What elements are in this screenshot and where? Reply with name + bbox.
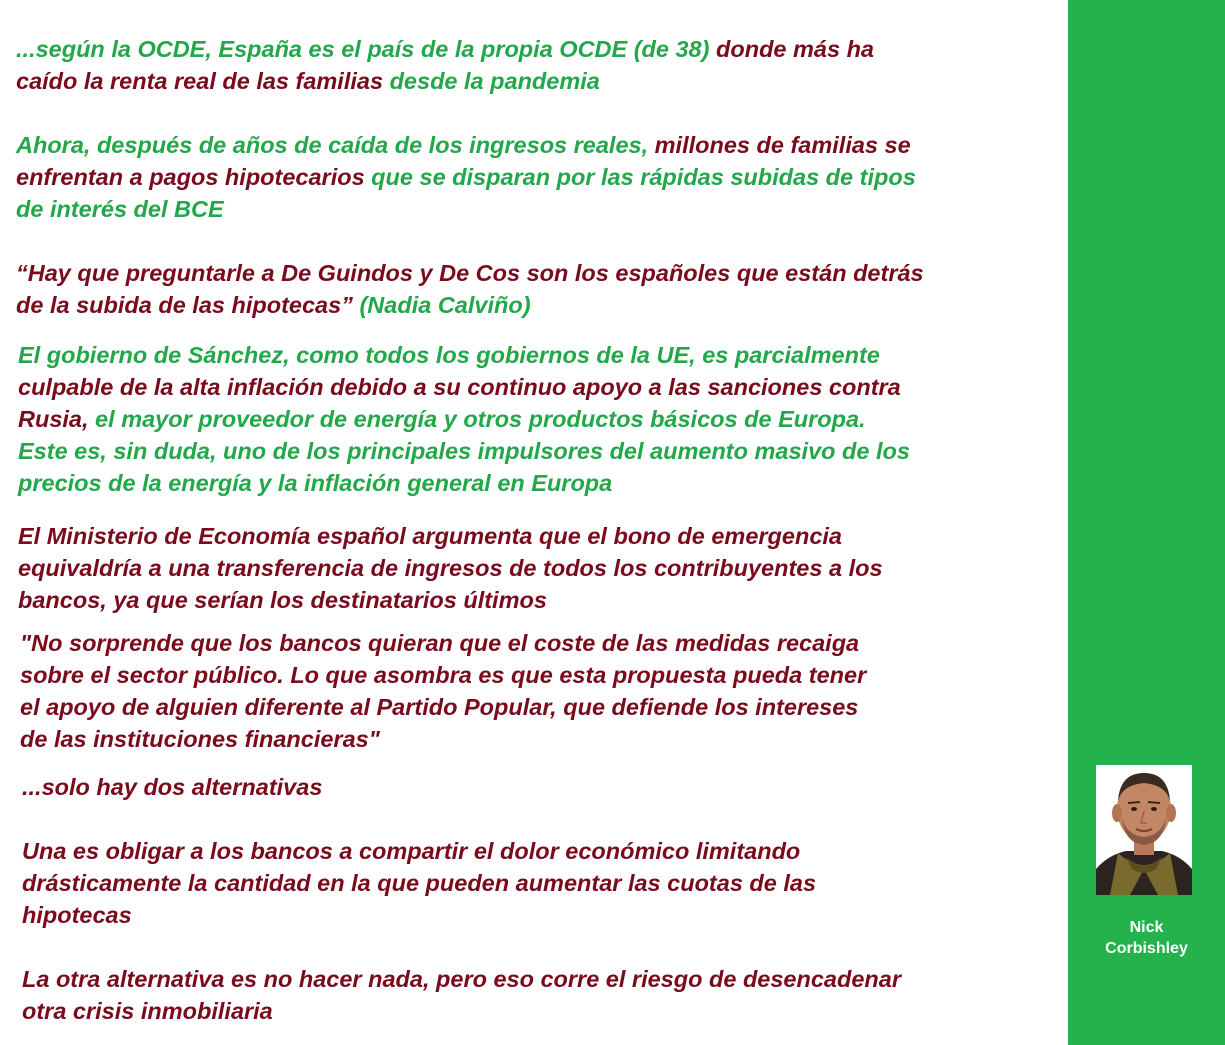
author-avatar bbox=[1096, 765, 1192, 895]
paragraph-ministry: El Ministerio de Economía español argumenta que el bono de emergencia equivaldría a una transferencia de ingresos de todos los contribuyentes a los bancos, ya que serían los destinatarios últimos bbox=[18, 523, 883, 613]
paragraph-mortgages: Ahora, después de años de caída de los ingresos reales, millones de familias se enfrentan a pagos hipotecarios que se disparan por las rápidas subidas de tipos de interés del BCE bbox=[16, 132, 916, 222]
paragraph-alternatives: ...solo hay dos alternativas bbox=[22, 774, 323, 800]
paragraph-calvino-quote: “Hay que preguntarle a De Guindos y De Cos son los españoles que están detrás de la subida de las hipotecas” (Nadia Calviño) bbox=[16, 260, 924, 318]
author-sidebar bbox=[1068, 0, 1225, 1045]
paragraph-sanctions: El gobierno de Sánchez, como todos los gobiernos de la UE, es parcialmente culpable de la alta inflación debido a su continuo apoyo a las sanciones contra Rusia, el mayor proveedor de energía y otros productos básicos de Europa. Este es, sin duda, uno de los principales impulsores del aumento masivo de los precios de la energía y la inflación general en Europa bbox=[18, 342, 910, 496]
paragraph-ocde: ...según la OCDE, España es el país de la propia OCDE (de 38) donde más ha caído la renta real de las familias desde la pandemia bbox=[16, 36, 875, 94]
author-name: Nick Corbishley bbox=[1105, 919, 1188, 957]
paragraph-banks-quote: "No sorprende que los bancos quieran que el coste de las medidas recaiga sobre el sector público. Lo que asombra es que esta propuesta pueda tener el apoyo de alguien diferente al Partido Popular, que defiende los intereses de las instituciones financieras" bbox=[20, 630, 867, 752]
paragraph-alternative-two: La otra alternativa es no hacer nada, pero eso corre el riesgo de desencadenar otra crisis inmobiliaria bbox=[22, 966, 901, 1024]
paragraph-alternative-one: Una es obligar a los bancos a compartir el dolor económico limitando drásticamente la cantidad en la que pueden aumentar las cuotas de las hipotecas bbox=[22, 838, 817, 928]
